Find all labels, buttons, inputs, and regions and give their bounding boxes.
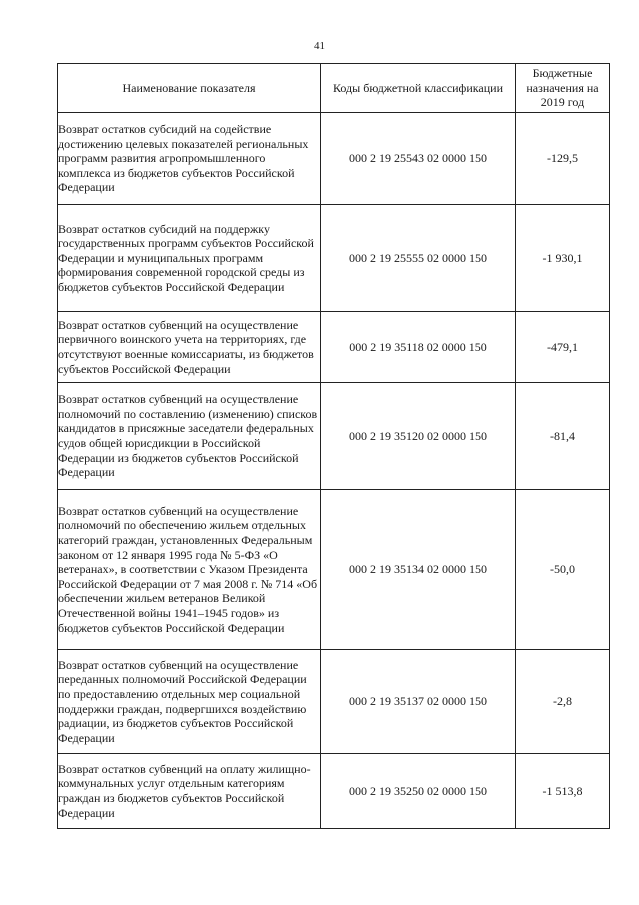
budget-table: [57, 63, 610, 829]
table-row: [58, 754, 610, 829]
row-code: 000 2 19 35118 02 0000 150: [321, 312, 516, 383]
row-name: Возврат остатков субвенций на осуществление первичного воинского учета на территориях, где отсутствуют военные комиссариаты, из бюджетов субъектов Российской Федерации: [58, 312, 321, 383]
row-name: Возврат остатков субвенций на оплату жилищно-коммунальных услуг отдельным категориям граждан из бюджетов субъектов Российской Федерации: [58, 754, 321, 829]
row-code: 000 2 19 35137 02 0000 150: [321, 650, 516, 754]
row-code: 000 2 19 25543 02 0000 150: [321, 113, 516, 205]
table-row: [58, 205, 610, 312]
row-sum: -1 930,1: [516, 205, 610, 312]
row-name: Возврат остатков субвенций на осуществление переданных полномочий Российской Федерации по предоставлению отдельных мер социальной поддержки граждан, подвергшихся воздействию радиации, из бюджетов субъектов Российской Федерации: [58, 650, 321, 754]
table-row: [58, 312, 610, 383]
table-row: [58, 490, 610, 650]
header-name: Наименование показателя: [58, 64, 321, 113]
row-code: 000 2 19 35250 02 0000 150: [321, 754, 516, 829]
row-code: 000 2 19 35120 02 0000 150: [321, 383, 516, 490]
row-code: 000 2 19 35134 02 0000 150: [321, 490, 516, 650]
row-name: Возврат остатков субвенций на осуществление полномочий по обеспечению жильем отдельных категорий граждан, установленных Федеральным законом от 12 января 1995 года № 5-ФЗ «О ветеранах», в соответствии с Указом Президента Российской Федерации от 7 мая 2008 г. № 714 «Об обеспечении жильем ветеранов Великой Отечественной войны 1941–1945 годов» из бюджетов субъектов Российской Федерации: [58, 490, 321, 650]
row-code: 000 2 19 25555 02 0000 150: [321, 205, 516, 312]
row-name: Возврат остатков субсидий на поддержку государственных программ субъектов Российской Федерации и муниципальных программ формирования современной городской среды из бюджетов субъектов Российской Федерации: [58, 205, 321, 312]
header-sum: Бюджетные назначения на 2019 год: [516, 64, 610, 113]
row-sum: -50,0: [516, 490, 610, 650]
table-header-row: [58, 64, 610, 113]
row-name: Возврат остатков субвенций на осуществление полномочий по составлению (изменению) списков кандидатов в присяжные заседатели федеральных судов общей юрисдикции в Российской Федерации из бюджетов субъектов Российской Федерации: [58, 383, 321, 490]
row-sum: -1 513,8: [516, 754, 610, 829]
row-sum: -479,1: [516, 312, 610, 383]
row-sum: -81,4: [516, 383, 610, 490]
row-name: Возврат остатков субсидий на содействие достижению целевых показателей региональных программ развития агропромышленного комплекса из бюджетов субъектов Российской Федерации: [58, 113, 321, 205]
row-sum: -2,8: [516, 650, 610, 754]
row-sum: -129,5: [516, 113, 610, 205]
table-row: [58, 113, 610, 205]
table-row: [58, 383, 610, 490]
header-code: Коды бюджетной классификации: [321, 64, 516, 113]
page-number: 41: [314, 40, 325, 52]
table-row: [58, 650, 610, 754]
